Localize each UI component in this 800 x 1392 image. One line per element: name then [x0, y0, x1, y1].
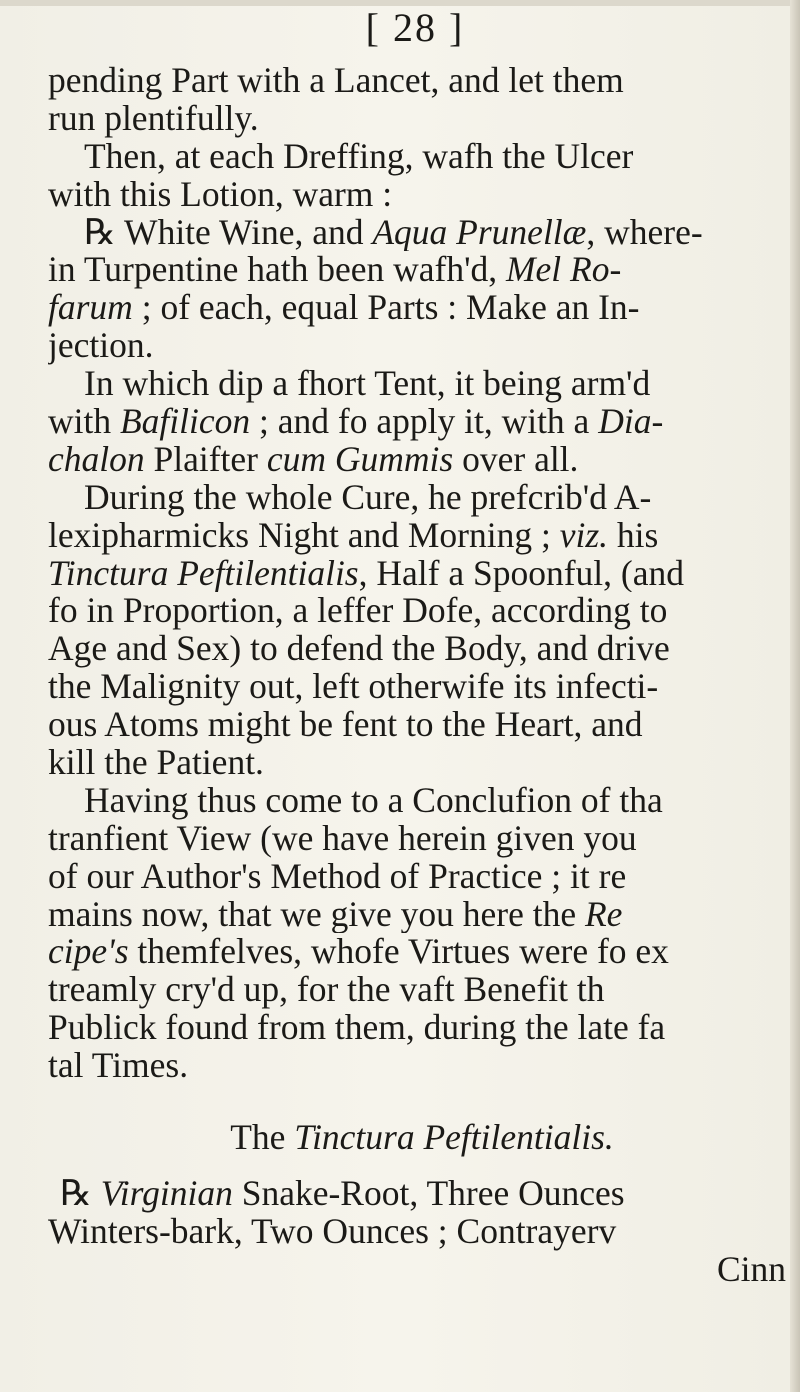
catchword: Cinn — [716, 1250, 786, 1289]
text-line: pending Part with a Lancet, and let them — [48, 62, 624, 100]
text-line: ous Atoms might be fent to the Heart, and — [48, 706, 643, 745]
text-line: kill the Patient. — [48, 744, 264, 782]
body-text — [48, 62, 788, 1289]
text-line: fo in Proportion, a leffer Dofe, according to — [48, 592, 668, 631]
text-line: chalon Plaifter cum Gummis over all. — [48, 440, 579, 479]
text-line: lexipharmicks Night and Morning ; viz. his — [48, 516, 659, 555]
text-line: Having thus come to a Conclufion of tha — [84, 781, 663, 820]
text-line: in Turpentine hath been wafh'd, Mel Ro- — [48, 251, 622, 290]
recipe-heading: The Tinctura Peftilentialis. — [230, 1119, 614, 1157]
text-line: with this Lotion, warm : — [48, 175, 393, 214]
text-line: treamly cry'd up, for the vaft Benefit th — [48, 971, 605, 1010]
text-line: the Malignity out, left otherwife its infecti- — [48, 668, 659, 707]
text-line: Age and Sex) to defend the Body, and drive — [48, 630, 670, 669]
text-line: During the whole Cure, he prefcrib'd A- — [84, 478, 652, 517]
text-line: with Bafilicon ; and fo apply it, with a Dia- — [48, 403, 664, 441]
page-right-edge — [790, 0, 800, 1392]
page-number: [ 28 ] — [365, 5, 465, 50]
text-line: In which dip a fhort Tent, it being arm'd — [84, 365, 651, 404]
recipe-line: ℞ White Wine, and Aqua Prunellæ, where- — [84, 213, 703, 252]
text-line: jection. — [48, 327, 154, 366]
text-line: farum ; of each, equal Parts : Make an In- — [48, 289, 640, 328]
text-line: of our Author's Method of Practice ; it re — [48, 857, 627, 896]
spacer — [48, 1085, 788, 1119]
text-line: cipe's themfelves, whofe Virtues were fo ex — [48, 933, 669, 972]
text-line: Publick found from them, during the late fa — [48, 1009, 666, 1048]
recipe-line: ℞ Virginian Snake-Root, Three Ounces — [60, 1174, 625, 1213]
text-line: tranfient View (we have herein given you — [48, 819, 637, 858]
text-line: Then, at each Dreffing, wafh the Ulcer — [84, 137, 634, 176]
text-line: run plentifully. — [48, 99, 259, 138]
text-line: Tinctura Peftilentialis, Half a Spoonful, (and — [48, 554, 684, 593]
recipe-line: Winters-bark, Two Ounces ; Contrayerv — [48, 1212, 617, 1251]
text-line: mains now, that we give you here the Re — [48, 895, 623, 934]
spacer — [48, 1157, 788, 1175]
text-line: tal Times. — [48, 1047, 189, 1086]
